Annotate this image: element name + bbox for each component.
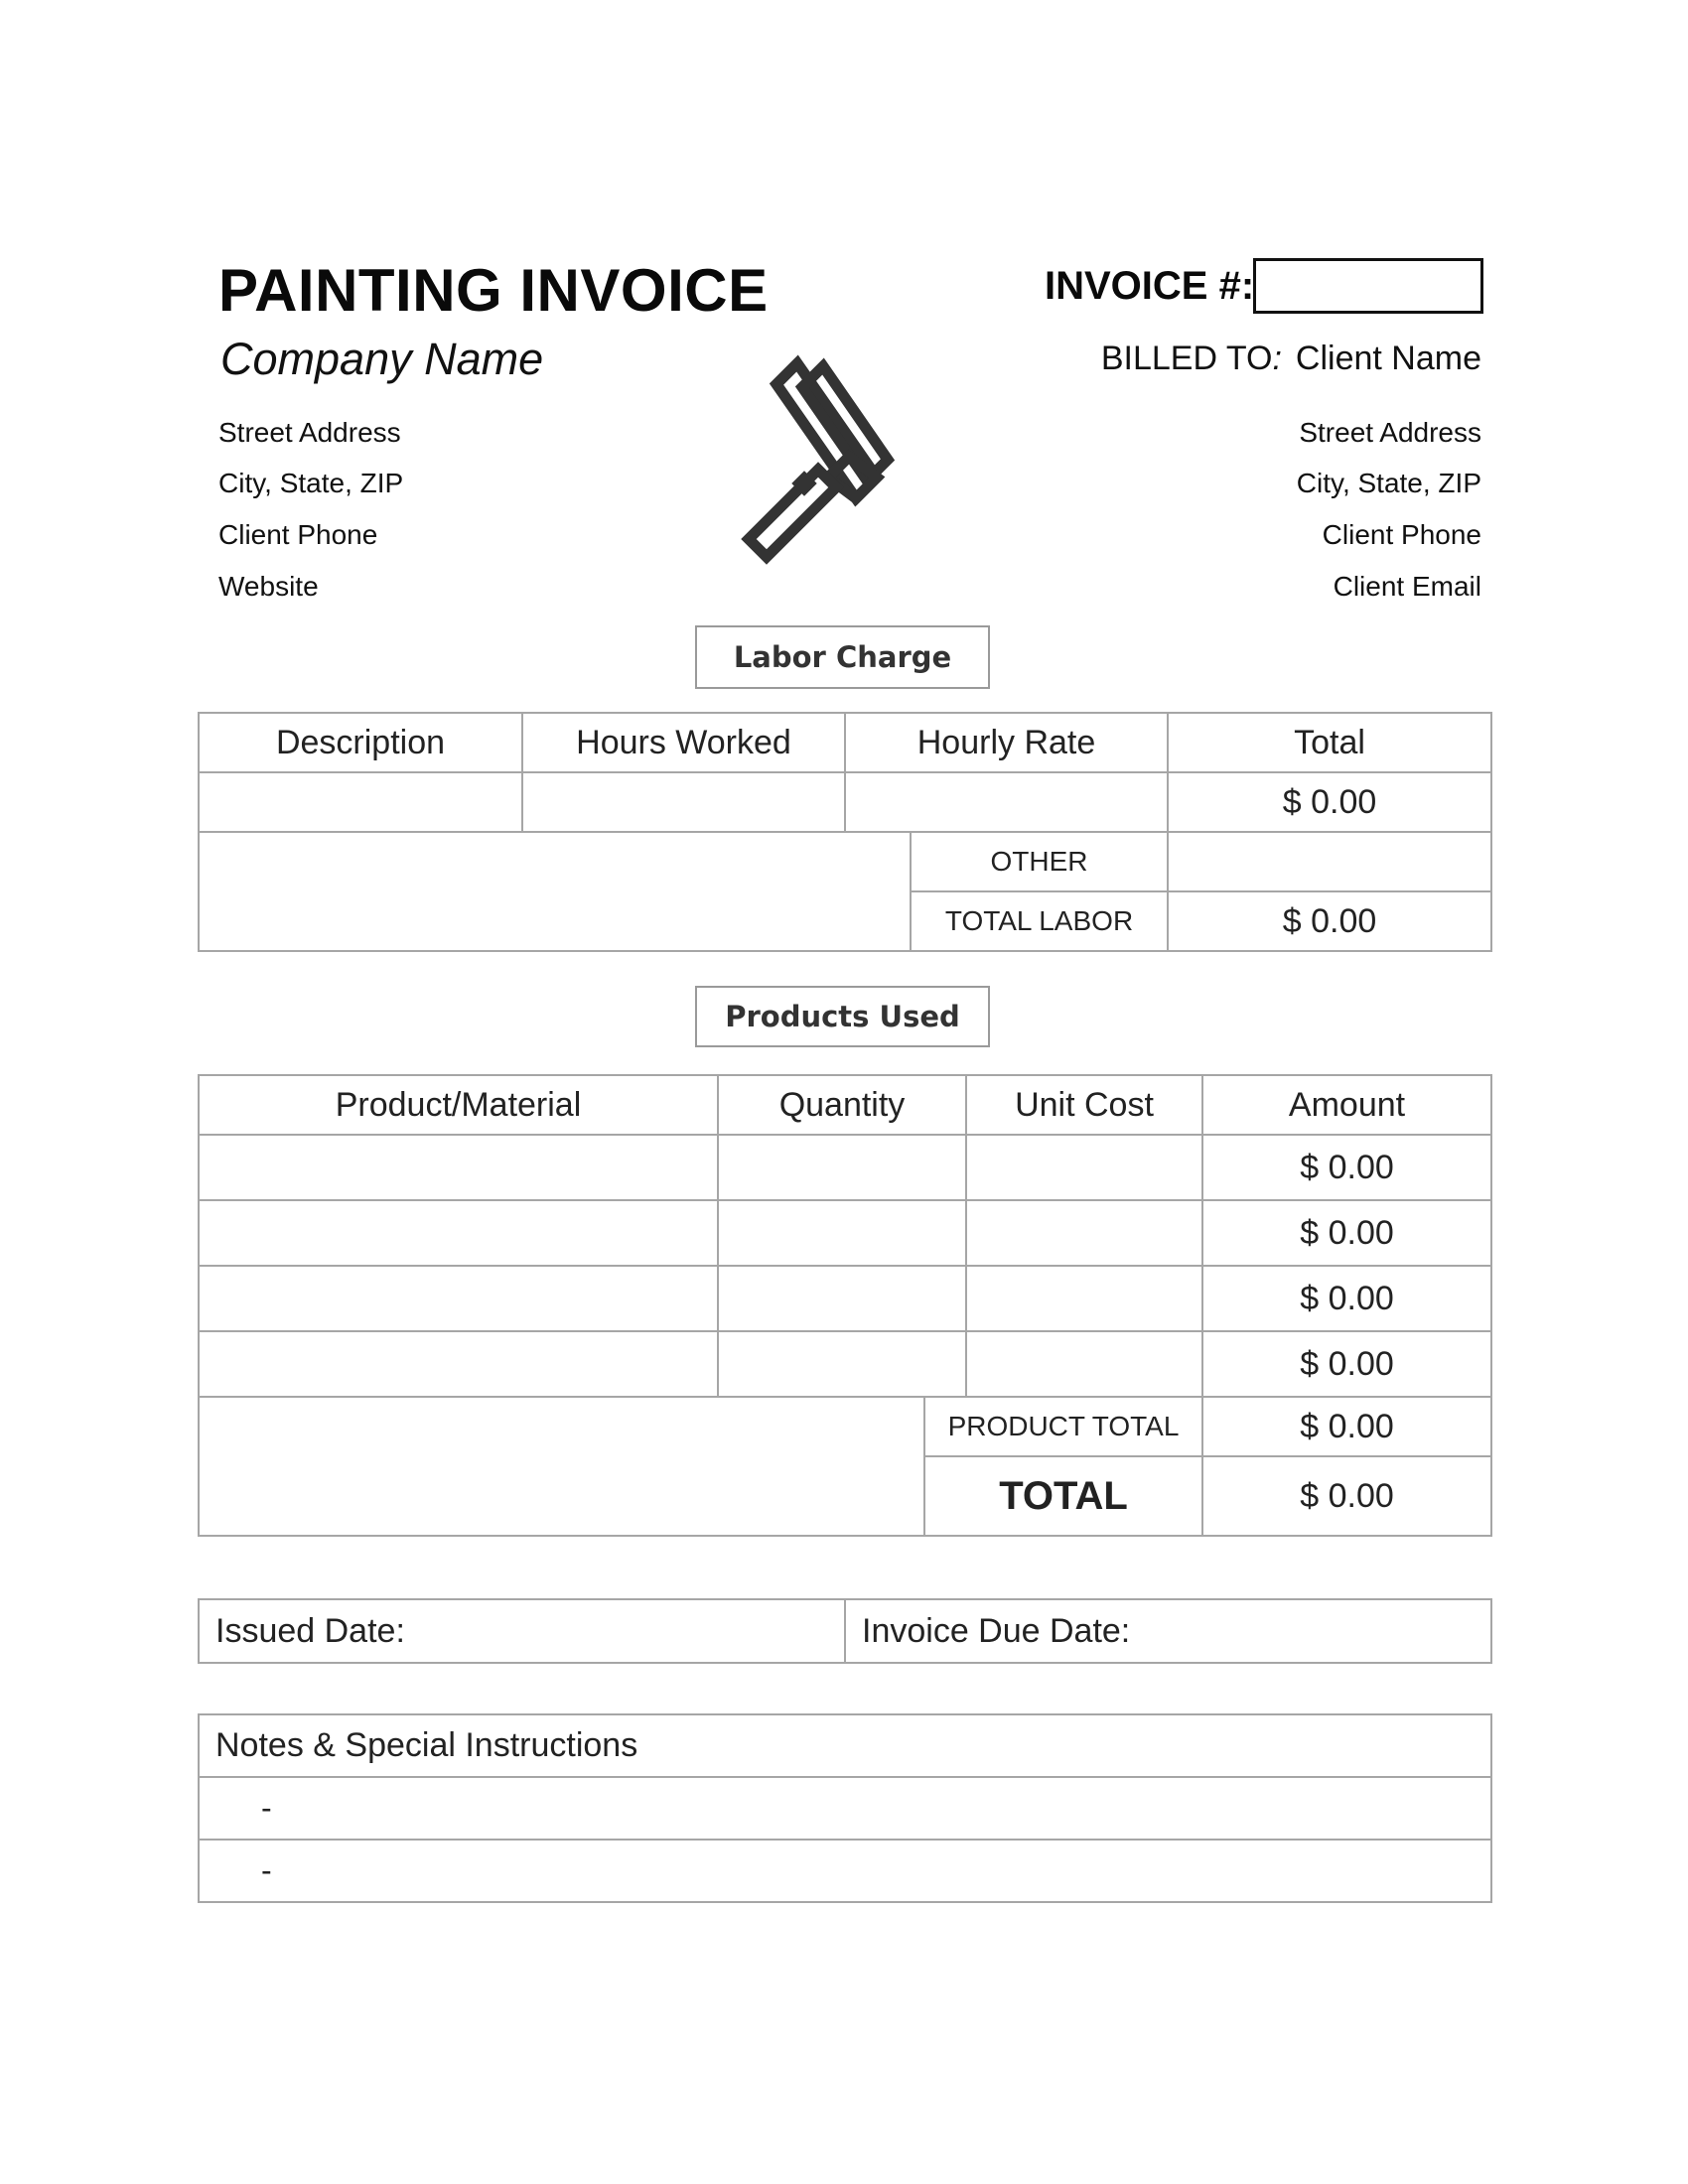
client-name: Client Name — [1295, 340, 1481, 377]
labor-description-cell[interactable] — [199, 772, 522, 832]
notes-title: Notes & Special Instructions — [199, 1714, 1491, 1777]
products-header-row — [199, 1075, 1491, 1135]
amount-cell: $ 0.00 — [1202, 1135, 1491, 1200]
notes-line[interactable]: - — [199, 1777, 1491, 1840]
quantity-cell[interactable] — [718, 1200, 966, 1266]
billed-to-colon: : — [1272, 340, 1282, 377]
paint-roller-icon — [735, 352, 953, 566]
billed-to — [1101, 340, 1481, 378]
company-website: Website — [218, 571, 319, 602]
products-section-title: Products Used — [695, 986, 990, 1047]
table-row — [199, 1266, 1491, 1331]
labor-col-total: Total — [1168, 713, 1491, 772]
client-city: City, State, ZIP — [1296, 468, 1481, 498]
quantity-cell[interactable] — [718, 1135, 966, 1200]
product-cell[interactable] — [199, 1200, 718, 1266]
unit-cost-cell[interactable] — [966, 1331, 1202, 1397]
labor-other-value[interactable] — [1168, 832, 1491, 891]
product-cell[interactable] — [199, 1266, 718, 1331]
labor-other-label: OTHER — [911, 832, 1168, 891]
products-blank-area — [199, 1397, 924, 1536]
dates-table — [198, 1598, 1492, 1664]
products-col-unit-cost: Unit Cost — [966, 1075, 1202, 1135]
grand-total-value: $ 0.00 — [1202, 1456, 1491, 1536]
issued-date-field[interactable]: Issued Date: — [199, 1599, 845, 1663]
invoice-number-label: INVOICE #: — [1045, 264, 1255, 308]
invoice-number-field[interactable] — [1253, 258, 1483, 314]
table-row — [199, 772, 1491, 832]
labor-other-row — [199, 832, 1491, 891]
labor-rate-cell[interactable] — [845, 772, 1168, 832]
product-cell[interactable] — [199, 1135, 718, 1200]
total-labor-label: TOTAL LABOR — [911, 891, 1168, 951]
unit-cost-cell[interactable] — [966, 1135, 1202, 1200]
client-street: Street Address — [1299, 417, 1481, 448]
amount-cell: $ 0.00 — [1202, 1331, 1491, 1397]
product-total-row — [199, 1397, 1491, 1456]
labor-header-row — [199, 713, 1491, 772]
labor-blank-area — [199, 832, 911, 951]
notes-table — [198, 1713, 1492, 1903]
billed-to-label: BILLED TO — [1100, 340, 1273, 377]
grand-total-label: TOTAL — [924, 1456, 1202, 1536]
client-email: Client Email — [1333, 571, 1481, 602]
unit-cost-cell[interactable] — [966, 1200, 1202, 1266]
company-street: Street Address — [218, 417, 401, 448]
amount-cell: $ 0.00 — [1202, 1200, 1491, 1266]
products-col-product: Product/Material — [199, 1075, 718, 1135]
products-table — [198, 1074, 1492, 1537]
total-labor-value: $ 0.00 — [1168, 891, 1491, 951]
company-phone: Client Phone — [218, 519, 378, 550]
labor-section-title: Labor Charge — [695, 625, 990, 689]
labor-table — [198, 712, 1492, 952]
product-cell[interactable] — [199, 1331, 718, 1397]
table-row — [199, 1331, 1491, 1397]
labor-col-hours: Hours Worked — [522, 713, 845, 772]
quantity-cell[interactable] — [718, 1331, 966, 1397]
quantity-cell[interactable] — [718, 1266, 966, 1331]
labor-col-rate: Hourly Rate — [845, 713, 1168, 772]
company-city: City, State, ZIP — [218, 468, 404, 498]
invoice-title: PAINTING INVOICE — [218, 257, 769, 324]
unit-cost-cell[interactable] — [966, 1266, 1202, 1331]
product-total-label: PRODUCT TOTAL — [924, 1397, 1202, 1456]
due-date-field[interactable]: Invoice Due Date: — [845, 1599, 1491, 1663]
table-row — [199, 1135, 1491, 1200]
products-col-quantity: Quantity — [718, 1075, 966, 1135]
labor-hours-cell[interactable] — [522, 772, 845, 832]
company-name: Company Name — [220, 334, 544, 384]
products-col-amount: Amount — [1202, 1075, 1491, 1135]
labor-col-description: Description — [199, 713, 522, 772]
table-row — [199, 1200, 1491, 1266]
amount-cell: $ 0.00 — [1202, 1266, 1491, 1331]
notes-line[interactable]: - — [199, 1840, 1491, 1902]
client-phone: Client Phone — [1322, 519, 1481, 550]
labor-total-cell: $ 0.00 — [1168, 772, 1491, 832]
product-total-value: $ 0.00 — [1202, 1397, 1491, 1456]
